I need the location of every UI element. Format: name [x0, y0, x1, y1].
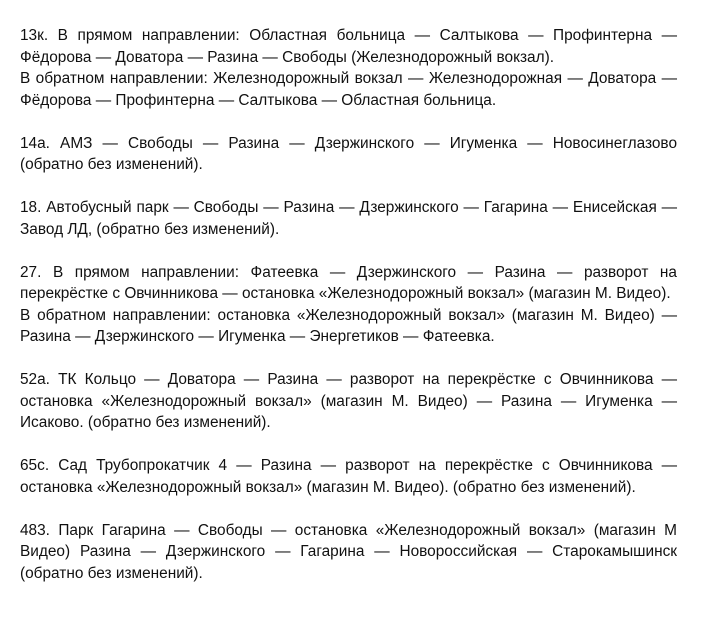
- route-52a: [20, 369, 677, 434]
- route-483-text: 483. Парк Гагарина — Свободы — остановка «Железнодорожный вокзал» (магазин М Видео) Разина — Дзержинского — Гагарина — Новороссийская — Старокамышинск (обратно без изменений).: [20, 521, 677, 582]
- route-13k: [20, 25, 677, 111]
- route-483: [20, 520, 677, 585]
- route-27: [20, 262, 677, 348]
- route-13k-reverse: В обратном направлении: Железнодорожный вокзал — Железнодорожная — Доватора — Фёдорова — Профинтерна — Салтыкова — Областная больница.: [20, 70, 677, 109]
- route-18-text: 18. Автобусный парк — Свободы — Разина — Дзержинского — Гагарина — Енисейская — Завод ЛД, (обратно без изменений).: [20, 199, 677, 238]
- route-27-forward: 27. В прямом направлении: Фатеевка — Дзержинского — Разина — разворот на перекрёстке с Овчинникова — остановка «Железнодорожный вокзал» (магазин М. Видео).: [20, 263, 677, 302]
- route-27-reverse: В обратном направлении: остановка «Железнодорожный вокзал» (магазин М. Видео) — Разина — Дзержинского — Игуменка — Энергетиков — Фатеевка.: [20, 306, 677, 345]
- route-65s-text: 65с. Сад Трубопрокатчик 4 — Разина — разворот на перекрёстке с Овчинникова — остановка «Железнодорожный вокзал» (магазин М. Видео). (обратно без изменений).: [20, 457, 677, 496]
- route-65s: [20, 455, 677, 498]
- route-18: [20, 197, 677, 240]
- route-52a-text: 52а. ТК Кольцо — Доватора — Разина — разворот на перекрёстке с Овчинникова — остановка «Железнодорожный вокзал» (магазин М. Видео) — Разина — Игуменка — Исаково. (обратно без изменений).: [20, 371, 677, 431]
- route-14a: [20, 133, 677, 176]
- route-list: [20, 25, 677, 584]
- route-13k-forward: 13к. В прямом направлении: Областная больница — Салтыкова — Профинтерна — Фёдорова — Доватора — Разина — Свободы (Железнодорожный вокзал).: [20, 27, 677, 66]
- route-14a-text: 14а. АМЗ — Свободы — Разина — Дзержинского — Игуменка — Новосинеглазово (обратно без изменений).: [20, 134, 677, 173]
